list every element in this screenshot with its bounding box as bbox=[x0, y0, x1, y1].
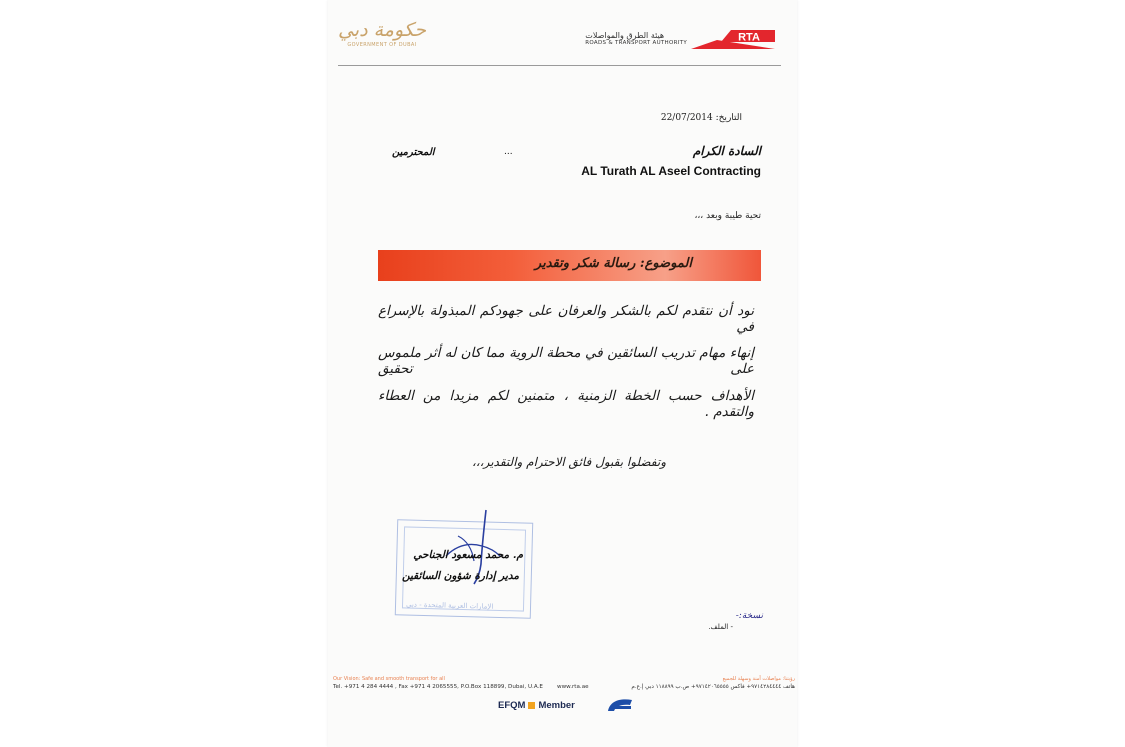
vision-arabic: رؤيتنا: مواصلات آمنة وسهلة للجميع bbox=[722, 676, 795, 682]
government-of-dubai-logo bbox=[336, 20, 428, 48]
gov-logo-arabic: حكومة دبي bbox=[337, 19, 427, 41]
letter-date bbox=[661, 113, 742, 123]
signer-title: مدير إدارة شؤون السائقين bbox=[402, 570, 519, 582]
salutation: السادة الكرام bbox=[692, 144, 761, 158]
copy-file: - الملف. bbox=[708, 623, 733, 631]
greeting: تحية طيبة وبعد ،،، bbox=[694, 211, 761, 221]
header-divider bbox=[338, 65, 781, 66]
efqm-text: EFQM bbox=[498, 700, 526, 711]
rta-logo bbox=[691, 28, 775, 50]
rta-logo-text: RTA bbox=[738, 31, 760, 44]
date-label: التاريخ: bbox=[715, 113, 742, 123]
certification-badge-icon bbox=[606, 697, 634, 713]
gov-logo-english: GOVERNMENT OF DUBAI bbox=[347, 42, 417, 48]
respected-word: المحترمين bbox=[392, 147, 435, 158]
efqm-member-logo bbox=[498, 700, 575, 711]
letter-page bbox=[328, 0, 797, 747]
efqm-square-icon bbox=[528, 702, 535, 709]
contact-english: Tel. +971 4 284 4444 , Fax +971 4 2065555, P.O.Box 118899, Dubai, U.A.E bbox=[333, 684, 543, 690]
copy-label: نسخة:- bbox=[735, 611, 763, 621]
salutation-dots: ... bbox=[504, 147, 513, 157]
rta-name bbox=[585, 31, 687, 46]
subject-title: الموضوع: رسالة شكر وتقدير bbox=[534, 256, 692, 271]
stamp-text: الإمارات العربية المتحدة - دبي bbox=[405, 600, 494, 611]
date-value: 22/07/2014 bbox=[660, 113, 713, 123]
contact-arabic: هاتف ٩٧١٤٢٨٤٤٤٤+ فاكس ٩٧١٤٢٠٦٥٥٥٥+ ص.ب ١١٨٨٩٩ دبي إ.ع.م bbox=[631, 684, 795, 690]
efqm-member-text: Member bbox=[538, 700, 575, 711]
website-link[interactable]: www.rta.ae bbox=[557, 684, 589, 690]
body-line-1: نود أن نتقدم لكم بالشكر والعرفان على جهودكم المبذولة بالإسراع في bbox=[378, 303, 754, 335]
signer-name: م. محمد مسعود الجناحي bbox=[413, 549, 523, 561]
body-line-2: إنهاء مهام تدريب السائقين في محطة الروية مما كان له أثر ملموس على تحقيق bbox=[378, 345, 754, 377]
closing-line: وتفضلوا بقبول فائق الاحترام والتقدير،،، bbox=[471, 455, 666, 469]
recipient-company: AL Turath AL Aseel Contracting bbox=[581, 164, 761, 178]
rta-name-arabic: هيئة الطرق والمواصلات bbox=[585, 31, 665, 40]
vision-english: Our Vision: Safe and smooth transport for all bbox=[333, 676, 445, 682]
rta-name-english: ROADS & TRANSPORT AUTHORITY bbox=[585, 40, 687, 46]
body-line-3: الأهداف حسب الخطة الزمنية ، متمنين لكم مزيدا من العطاء والتقدم . bbox=[378, 388, 754, 420]
